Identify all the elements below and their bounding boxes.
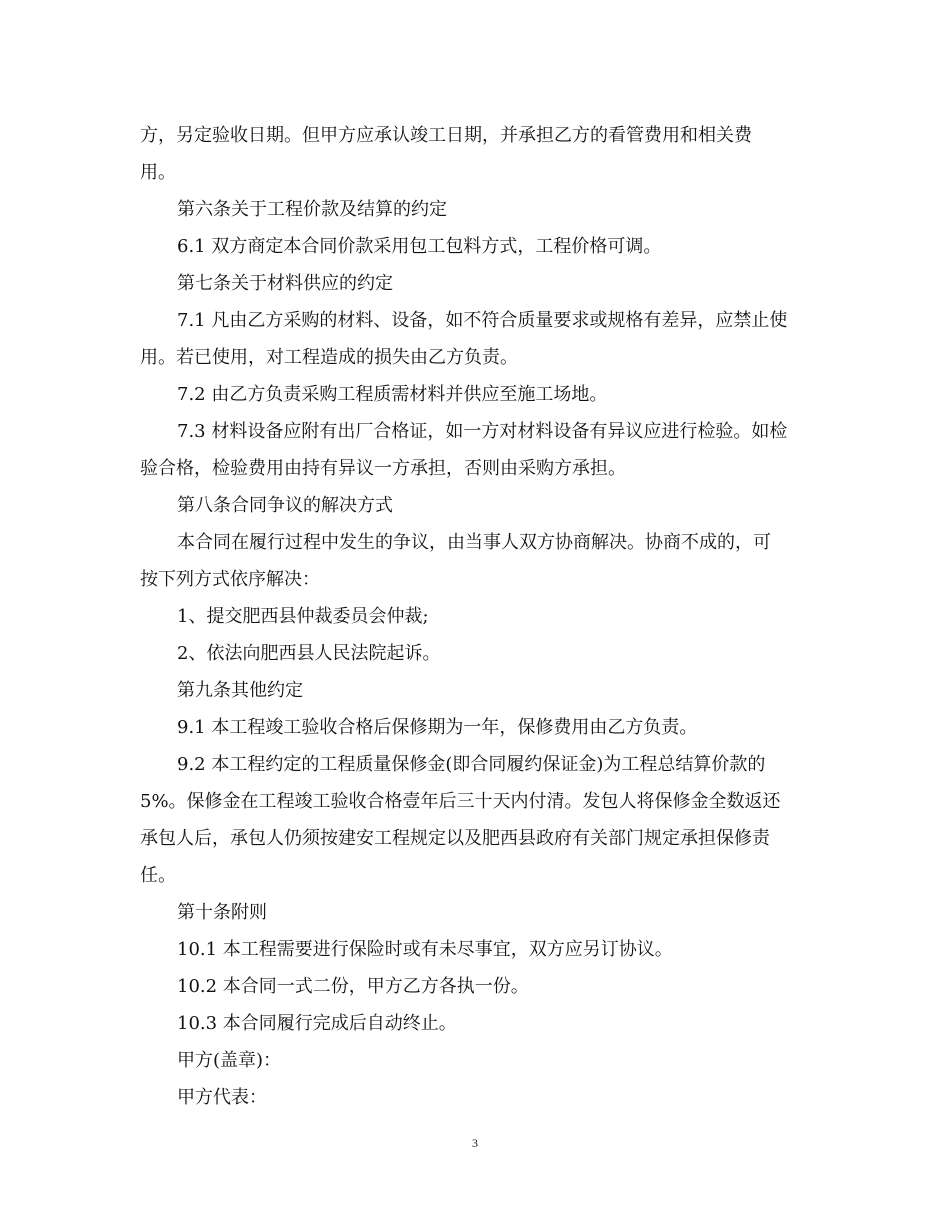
page-number: 3	[472, 1136, 478, 1150]
text-line: 第九条其他约定	[177, 680, 303, 701]
text-line: 方，另定验收日期。但甲方应承认竣工日期，并承担乙方的看管费用和相关费	[140, 125, 752, 146]
text-line: 7.1 凡由乙方采购的材料、设备，如不符合质量要求或规格有差异，应禁止使	[177, 310, 788, 331]
text-line: 第七条关于材料供应的约定	[177, 273, 393, 294]
text-line: 10.3 本合同履行完成后自动终止。	[177, 1013, 457, 1034]
text-line: 1、提交肥西县仲裁委员会仲裁;	[177, 606, 429, 627]
text-line: 6.1 双方商定本合同价款采用包工包料方式，工程价格可调。	[177, 236, 662, 257]
text-line: 本合同在履行过程中发生的争议，由当事人双方协商解决。协商不成的，可	[177, 532, 771, 553]
text-line: 10.2 本合同一式二份，甲方乙方各执一份。	[177, 976, 529, 997]
text-line: 用。若已使用，对工程造成的损失由乙方负责。	[140, 347, 518, 368]
text-line: 承包人后，承包人仍须按建安工程规定以及肥西县政府有关部门规定承担保修责	[140, 828, 770, 849]
text-line: 第八条合同争议的解决方式	[177, 495, 393, 516]
text-line: 5%。保修金在工程竣工验收合格壹年后三十天内付清。发包人将保修金全数返还	[140, 791, 781, 812]
text-line: 用。	[140, 162, 176, 183]
text-line: 9.1 本工程竣工验收合格后保修期为一年，保修费用由乙方负责。	[177, 717, 698, 738]
text-line: 第十条附则	[177, 902, 267, 923]
text-line: 10.1 本工程需要进行保险时或有未尽事宜，双方应另订协议。	[177, 939, 673, 960]
document-body	[140, 117, 810, 1116]
text-line: 按下列方式依序解决：	[140, 569, 320, 590]
text-line: 任。	[140, 865, 176, 886]
text-line: 2、依法向肥西县人民法院起诉。	[177, 643, 441, 664]
text-line: 甲方代表：	[177, 1087, 267, 1108]
text-line: 7.3 材料设备应附有出厂合格证，如一方对材料设备有异议应进行检验。如检	[177, 421, 788, 442]
text-line: 第六条关于工程价款及结算的约定	[177, 199, 447, 220]
text-line: 甲方(盖章)：	[177, 1050, 282, 1071]
text-line: 9.2 本工程约定的工程质量保修金(即合同履约保证金)为工程总结算价款的	[177, 754, 766, 775]
text-line: 7.2 由乙方负责采购工程质需材料并供应至施工场地。	[177, 384, 608, 405]
text-line: 验合格，检验费用由持有异议一方承担，否则由采购方承担。	[140, 458, 626, 479]
